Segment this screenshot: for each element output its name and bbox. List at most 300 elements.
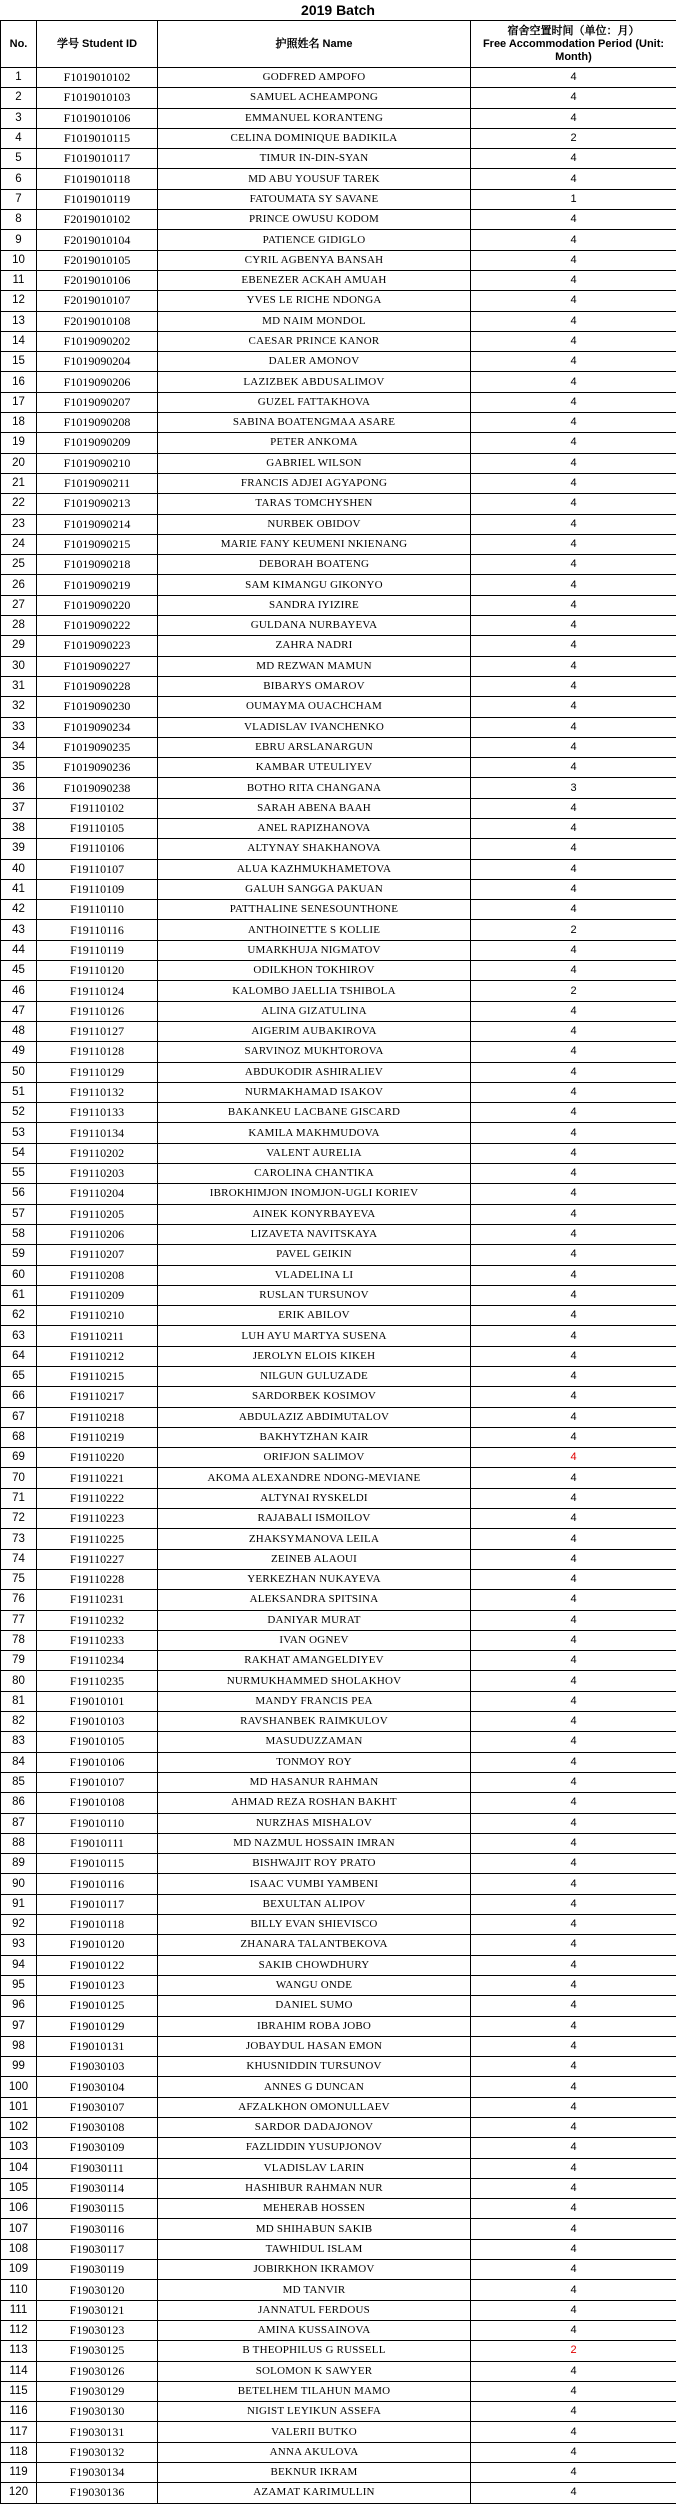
period-cell: 4 — [471, 1164, 676, 1184]
name-cell: ZAHRA NADRI — [158, 636, 471, 656]
row-number: 81 — [1, 1691, 37, 1711]
period-cell: 4 — [471, 758, 676, 778]
student-id-cell: F19110233 — [37, 1630, 158, 1650]
table-row — [1, 1001, 676, 1021]
table-row — [1, 616, 676, 636]
name-cell: GALUH SANGGA PAKUAN — [158, 879, 471, 899]
student-id-cell: F19010118 — [37, 1915, 158, 1935]
period-cell: 4 — [471, 2036, 676, 2056]
row-number: 40 — [1, 859, 37, 879]
row-number: 34 — [1, 737, 37, 757]
row-number: 91 — [1, 1894, 37, 1914]
name-cell: FATOUMATA SY SAVANE — [158, 189, 471, 209]
row-number: 23 — [1, 514, 37, 534]
period-cell: 4 — [471, 473, 676, 493]
student-id-cell: F19110110 — [37, 900, 158, 920]
student-id-cell: F19110225 — [37, 1529, 158, 1549]
name-cell: GODFRED AMPOFO — [158, 68, 471, 88]
student-id-cell: F19010117 — [37, 1894, 158, 1914]
name-cell: SOLOMON K SAWYER — [158, 2361, 471, 2381]
student-id-cell: F1019090204 — [37, 352, 158, 372]
period-cell: 4 — [471, 230, 676, 250]
row-number: 17 — [1, 392, 37, 412]
table-row — [1, 1833, 676, 1853]
table-row — [1, 595, 676, 615]
name-cell: FRANCIS ADJEI AGYAPONG — [158, 473, 471, 493]
period-cell: 4 — [471, 1062, 676, 1082]
table-row — [1, 372, 676, 392]
period-cell: 4 — [471, 2097, 676, 2117]
name-cell: ODILKHON TOKHIROV — [158, 961, 471, 981]
period-cell: 4 — [471, 1590, 676, 1610]
table-row — [1, 1143, 676, 1163]
period-cell: 4 — [471, 839, 676, 859]
table-row — [1, 88, 676, 108]
student-id-cell: F19030134 — [37, 2463, 158, 2483]
row-number: 1 — [1, 68, 37, 88]
table-row — [1, 270, 676, 290]
name-cell: ALTYNAI RYSKELDI — [158, 1488, 471, 1508]
student-id-cell: F19110234 — [37, 1651, 158, 1671]
student-id-cell: F19110119 — [37, 940, 158, 960]
student-id-cell: F1019010103 — [37, 88, 158, 108]
row-number: 92 — [1, 1915, 37, 1935]
student-id-cell: F1019090220 — [37, 595, 158, 615]
row-number: 112 — [1, 2320, 37, 2340]
row-number: 74 — [1, 1549, 37, 1569]
student-id-cell: F1019090202 — [37, 331, 158, 351]
row-number: 114 — [1, 2361, 37, 2381]
period-cell: 4 — [471, 900, 676, 920]
period-cell: 4 — [471, 1854, 676, 1874]
table-row — [1, 1306, 676, 1326]
student-id-cell: F1019090223 — [37, 636, 158, 656]
student-id-cell: F19030104 — [37, 2077, 158, 2097]
name-cell: PRINCE OWUSU KODOM — [158, 210, 471, 230]
row-number: 18 — [1, 413, 37, 433]
name-cell: VALERII BUTKO — [158, 2422, 471, 2442]
period-cell: 4 — [471, 250, 676, 270]
period-cell: 4 — [471, 1996, 676, 2016]
row-number: 44 — [1, 940, 37, 960]
period-cell: 4 — [471, 2199, 676, 2219]
period-cell: 4 — [471, 2239, 676, 2259]
name-cell: GABRIEL WILSON — [158, 453, 471, 473]
name-cell: RAJABALI ISMOILOV — [158, 1509, 471, 1529]
name-cell: KHUSNIDDIN TURSUNOV — [158, 2057, 471, 2077]
student-id-cell: F19030130 — [37, 2402, 158, 2422]
name-cell: ALTYNAY SHAKHANOVA — [158, 839, 471, 859]
student-id-cell: F1019090228 — [37, 676, 158, 696]
student-id-cell: F2019010104 — [37, 230, 158, 250]
period-cell: 2 — [471, 981, 676, 1001]
name-cell: SARDOR DADAJONOV — [158, 2117, 471, 2137]
name-cell: PATTHALINE SENESOUNTHONE — [158, 900, 471, 920]
table-row — [1, 2097, 676, 2117]
name-cell: SARVINOZ MUKHTOROVA — [158, 1042, 471, 1062]
period-cell: 4 — [471, 1123, 676, 1143]
table-row — [1, 311, 676, 331]
row-number: 56 — [1, 1184, 37, 1204]
name-cell: MD SHIHABUN SAKIB — [158, 2219, 471, 2239]
period-cell: 2 — [471, 2341, 676, 2361]
period-cell: 4 — [471, 1752, 676, 1772]
period-cell: 4 — [471, 595, 676, 615]
period-cell: 4 — [471, 1427, 676, 1447]
row-number: 57 — [1, 1204, 37, 1224]
name-cell: JANNATUL FERDOUS — [158, 2300, 471, 2320]
table-row — [1, 2463, 676, 2483]
student-id-cell: F19010120 — [37, 1935, 158, 1955]
row-number: 38 — [1, 818, 37, 838]
row-number: 14 — [1, 331, 37, 351]
name-cell: MD TANVIR — [158, 2280, 471, 2300]
row-number: 67 — [1, 1407, 37, 1427]
row-number: 80 — [1, 1671, 37, 1691]
table-row — [1, 2077, 676, 2097]
table-row — [1, 2260, 676, 2280]
row-number: 85 — [1, 1772, 37, 1792]
row-number: 64 — [1, 1346, 37, 1366]
period-cell: 4 — [471, 1549, 676, 1569]
row-number: 42 — [1, 900, 37, 920]
student-id-cell: F19010122 — [37, 1955, 158, 1975]
student-id-cell: F19110206 — [37, 1224, 158, 1244]
row-number: 104 — [1, 2158, 37, 2178]
student-id-cell: F19010106 — [37, 1752, 158, 1772]
row-number: 97 — [1, 2016, 37, 2036]
name-cell: SANDRA IYIZIRE — [158, 595, 471, 615]
student-id-cell: F19030115 — [37, 2199, 158, 2219]
period-cell: 4 — [471, 1671, 676, 1691]
period-cell: 4 — [471, 1691, 676, 1711]
name-cell: ANEL RAPIZHANOVA — [158, 818, 471, 838]
row-number: 35 — [1, 758, 37, 778]
table-row — [1, 514, 676, 534]
student-id-cell: F19110124 — [37, 981, 158, 1001]
table-row — [1, 1671, 676, 1691]
student-id-cell: F19110202 — [37, 1143, 158, 1163]
name-cell: MD NAZMUL HOSSAIN IMRAN — [158, 1833, 471, 1853]
row-number: 6 — [1, 169, 37, 189]
row-number: 53 — [1, 1123, 37, 1143]
row-number: 102 — [1, 2117, 37, 2137]
row-number: 63 — [1, 1326, 37, 1346]
name-cell: CYRIL AGBENYA BANSAH — [158, 250, 471, 270]
period-cell: 4 — [471, 1529, 676, 1549]
name-cell: VALENT AURELIA — [158, 1143, 471, 1163]
table-row — [1, 1874, 676, 1894]
table-row — [1, 839, 676, 859]
student-id-cell: F19110105 — [37, 818, 158, 838]
table-row — [1, 2280, 676, 2300]
period-cell: 4 — [471, 453, 676, 473]
row-number: 43 — [1, 920, 37, 940]
table-row — [1, 1021, 676, 1041]
student-id-cell: F19110102 — [37, 798, 158, 818]
student-id-cell: F19010129 — [37, 2016, 158, 2036]
row-number: 20 — [1, 453, 37, 473]
name-cell: TARAS TOMCHYSHEN — [158, 494, 471, 514]
table-row — [1, 1245, 676, 1265]
name-cell: RAVSHANBEK RAIMKULOV — [158, 1712, 471, 1732]
student-id-cell: F19110211 — [37, 1326, 158, 1346]
name-cell: DANIYAR MURAT — [158, 1610, 471, 1630]
row-number: 107 — [1, 2219, 37, 2239]
name-cell: MD REZWAN MAMUN — [158, 656, 471, 676]
name-cell: TONMOY ROY — [158, 1752, 471, 1772]
name-cell: AHMAD REZA ROSHAN BAKHT — [158, 1793, 471, 1813]
student-id-cell: F19010131 — [37, 2036, 158, 2056]
period-cell: 4 — [471, 2280, 676, 2300]
row-number: 52 — [1, 1103, 37, 1123]
name-cell: RAKHAT AMANGELDIYEV — [158, 1651, 471, 1671]
row-number: 15 — [1, 352, 37, 372]
table-row — [1, 1691, 676, 1711]
name-cell: VLADISLAV LARIN — [158, 2158, 471, 2178]
table-row — [1, 2361, 676, 2381]
name-cell: NURBEK OBIDOV — [158, 514, 471, 534]
name-cell: MANDY FRANCIS PEA — [158, 1691, 471, 1711]
row-number: 39 — [1, 839, 37, 859]
name-cell: MD NAIM MONDOL — [158, 311, 471, 331]
name-cell: NURMUKHAMMED SHOLAKHOV — [158, 1671, 471, 1691]
student-id-cell: F1019090235 — [37, 737, 158, 757]
table-row — [1, 859, 676, 879]
table-row — [1, 900, 676, 920]
period-cell: 4 — [471, 859, 676, 879]
period-cell: 4 — [471, 2402, 676, 2422]
name-cell: LIZAVETA NAVITSKAYA — [158, 1224, 471, 1244]
name-cell: EBENEZER ACKAH AMUAH — [158, 270, 471, 290]
period-cell: 4 — [471, 68, 676, 88]
table-row — [1, 1367, 676, 1387]
student-id-cell: F1019090210 — [37, 453, 158, 473]
student-id-cell: F1019090234 — [37, 717, 158, 737]
row-number: 90 — [1, 1874, 37, 1894]
student-id-cell: F1019090211 — [37, 473, 158, 493]
table-row — [1, 1204, 676, 1224]
student-id-cell: F1019090219 — [37, 575, 158, 595]
table-row — [1, 494, 676, 514]
period-cell: 4 — [471, 1630, 676, 1650]
name-cell: PAVEL GEIKIN — [158, 1245, 471, 1265]
name-cell: AKOMA ALEXANDRE NDONG-MEVIANE — [158, 1468, 471, 1488]
period-cell: 4 — [471, 2219, 676, 2239]
row-number: 49 — [1, 1042, 37, 1062]
name-cell: RUSLAN TURSUNOV — [158, 1285, 471, 1305]
table-row — [1, 1651, 676, 1671]
period-cell: 4 — [471, 1915, 676, 1935]
row-number: 22 — [1, 494, 37, 514]
student-id-cell: F19110128 — [37, 1042, 158, 1062]
student-id-cell: F1019090238 — [37, 778, 158, 798]
period-cell: 4 — [471, 2158, 676, 2178]
student-id-cell: F19010107 — [37, 1772, 158, 1792]
student-id-cell: F19110231 — [37, 1590, 158, 1610]
table-row — [1, 1448, 676, 1468]
table-row — [1, 737, 676, 757]
period-cell: 4 — [471, 1245, 676, 1265]
student-id-cell: F19030119 — [37, 2260, 158, 2280]
student-id-cell: F19110235 — [37, 1671, 158, 1691]
table-row — [1, 2016, 676, 2036]
row-number: 113 — [1, 2341, 37, 2361]
table-row — [1, 2219, 676, 2239]
row-number: 41 — [1, 879, 37, 899]
header-name: 护照姓名 Name — [158, 21, 471, 68]
name-cell: PETER ANKOMA — [158, 433, 471, 453]
period-cell: 4 — [471, 1935, 676, 1955]
period-cell: 4 — [471, 1204, 676, 1224]
name-cell: AIGERIM AUBAKIROVA — [158, 1021, 471, 1041]
row-number: 59 — [1, 1245, 37, 1265]
name-cell: LAZIZBEK ABDUSALIMOV — [158, 372, 471, 392]
row-number: 45 — [1, 961, 37, 981]
period-cell: 4 — [471, 1488, 676, 1508]
name-cell: SAMUEL ACHEAMPONG — [158, 88, 471, 108]
period-cell: 4 — [471, 311, 676, 331]
row-number: 117 — [1, 2422, 37, 2442]
name-cell: PATIENCE GIDIGLO — [158, 230, 471, 250]
period-cell: 4 — [471, 291, 676, 311]
name-cell: ABDUKODIR ASHIRALIEV — [158, 1062, 471, 1082]
name-cell: ZHAKSYMANOVA LEILA — [158, 1529, 471, 1549]
table-row — [1, 1935, 676, 1955]
table-row — [1, 818, 676, 838]
period-cell: 4 — [471, 1610, 676, 1630]
row-number: 82 — [1, 1712, 37, 1732]
period-cell: 4 — [471, 1955, 676, 1975]
period-cell: 4 — [471, 1265, 676, 1285]
row-number: 110 — [1, 2280, 37, 2300]
student-id-cell: F19110220 — [37, 1448, 158, 1468]
name-cell: IVAN OGNEV — [158, 1630, 471, 1650]
student-id-cell: F19110133 — [37, 1103, 158, 1123]
student-id-cell: F19030109 — [37, 2138, 158, 2158]
student-id-cell: F19030111 — [37, 2158, 158, 2178]
table-row — [1, 1265, 676, 1285]
row-number: 84 — [1, 1752, 37, 1772]
student-id-cell: F19030136 — [37, 2483, 158, 2503]
header-period-en: Free Accommodation Period (Unit: Month) — [471, 38, 676, 64]
period-cell: 4 — [471, 2117, 676, 2137]
student-id-cell: F19110212 — [37, 1346, 158, 1366]
row-number: 95 — [1, 1975, 37, 1995]
student-id-cell: F19110222 — [37, 1488, 158, 1508]
table-row — [1, 291, 676, 311]
name-cell: JOBIRKHON IKRAMOV — [158, 2260, 471, 2280]
student-id-cell: F19030107 — [37, 2097, 158, 2117]
student-id-cell: F19110232 — [37, 1610, 158, 1630]
table-row — [1, 981, 676, 1001]
period-cell: 4 — [471, 1509, 676, 1529]
name-cell: UMARKHUJA NIGMATOV — [158, 940, 471, 960]
table-row — [1, 2422, 676, 2442]
table-row — [1, 1772, 676, 1792]
table-row — [1, 1407, 676, 1427]
student-id-cell: F1019090227 — [37, 656, 158, 676]
name-cell: MEHERAB HOSSEN — [158, 2199, 471, 2219]
period-cell: 4 — [471, 2483, 676, 2503]
table-row — [1, 1285, 676, 1305]
student-id-cell: F19110106 — [37, 839, 158, 859]
student-id-cell: F19110132 — [37, 1082, 158, 1102]
row-number: 116 — [1, 2402, 37, 2422]
row-number: 46 — [1, 981, 37, 1001]
table-row — [1, 413, 676, 433]
row-number: 101 — [1, 2097, 37, 2117]
row-number: 31 — [1, 676, 37, 696]
period-cell: 4 — [471, 1874, 676, 1894]
table-row — [1, 1123, 676, 1143]
table-row — [1, 1854, 676, 1874]
header-no: No. — [1, 21, 37, 68]
name-cell: EBRU ARSLANARGUN — [158, 737, 471, 757]
table-row — [1, 392, 676, 412]
period-cell: 4 — [471, 1367, 676, 1387]
table-row — [1, 1184, 676, 1204]
name-cell: HASHIBUR RAHMAN NUR — [158, 2178, 471, 2198]
header-row — [1, 21, 676, 68]
table-row — [1, 940, 676, 960]
student-id-cell: F19030126 — [37, 2361, 158, 2381]
row-number: 27 — [1, 595, 37, 615]
table-row — [1, 534, 676, 554]
name-cell: VLADELINA LI — [158, 1265, 471, 1285]
row-number: 32 — [1, 697, 37, 717]
table-body — [1, 68, 676, 2504]
student-id-cell: F1019090208 — [37, 413, 158, 433]
student-id-cell: F19110209 — [37, 1285, 158, 1305]
name-cell: IBROKHIMJON INOMJON-UGLI KORIEV — [158, 1184, 471, 1204]
student-id-cell: F19010110 — [37, 1813, 158, 1833]
period-cell: 4 — [471, 2077, 676, 2097]
period-cell: 4 — [471, 149, 676, 169]
student-id-cell: F19110134 — [37, 1123, 158, 1143]
row-number: 47 — [1, 1001, 37, 1021]
table-row — [1, 575, 676, 595]
period-cell: 4 — [471, 2138, 676, 2158]
table-row — [1, 1894, 676, 1914]
student-id-cell: F1019090206 — [37, 372, 158, 392]
period-cell: 3 — [471, 778, 676, 798]
period-cell: 4 — [471, 2381, 676, 2401]
table-row — [1, 108, 676, 128]
name-cell: DEBORAH BOATENG — [158, 555, 471, 575]
period-cell: 4 — [471, 494, 676, 514]
name-cell: ISAAC VUMBI YAMBENI — [158, 1874, 471, 1894]
table-row — [1, 778, 676, 798]
student-id-cell: F19110107 — [37, 859, 158, 879]
table-row — [1, 1610, 676, 1630]
period-cell: 4 — [471, 2178, 676, 2198]
row-number: 120 — [1, 2483, 37, 2503]
period-cell: 4 — [471, 1326, 676, 1346]
period-cell: 4 — [471, 1407, 676, 1427]
row-number: 93 — [1, 1935, 37, 1955]
row-number: 65 — [1, 1367, 37, 1387]
row-number: 86 — [1, 1793, 37, 1813]
row-number: 61 — [1, 1285, 37, 1305]
name-cell: B THEOPHILUS G RUSSELL — [158, 2341, 471, 2361]
row-number: 9 — [1, 230, 37, 250]
student-id-cell: F1019090213 — [37, 494, 158, 514]
table-row — [1, 1488, 676, 1508]
student-id-cell: F19110215 — [37, 1367, 158, 1387]
student-id-cell: F1019090207 — [37, 392, 158, 412]
student-id-cell: F19030103 — [37, 2057, 158, 2077]
